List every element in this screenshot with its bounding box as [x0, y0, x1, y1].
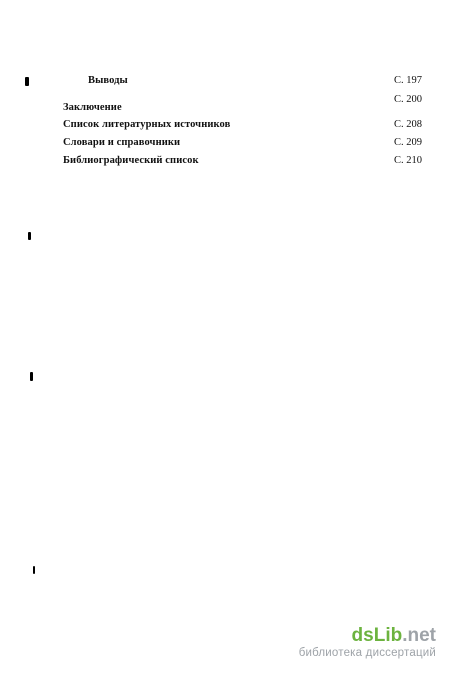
toc-entry-title: Выводы: [88, 75, 128, 86]
toc-entry-title: Список литературных источников: [63, 119, 231, 130]
toc-entry-title: Библиографический список: [63, 155, 199, 166]
toc-entry-page: С. 197: [394, 75, 423, 86]
logo-net: .net: [402, 625, 436, 646]
logo-ds: ds: [351, 625, 374, 646]
toc-entry-page: С. 209: [394, 137, 423, 148]
toc-entry-title: Словари и справочники: [63, 137, 181, 148]
scan-mark: [25, 77, 29, 86]
scan-mark: [33, 566, 35, 574]
table-of-contents: [0, 0, 450, 200]
dslib-watermark: [299, 626, 436, 660]
toc-entry-title: Заключение: [63, 102, 122, 113]
scan-mark: [30, 372, 33, 381]
toc-entry-page: С. 210: [394, 155, 423, 166]
toc-entry-page: С. 208: [394, 119, 423, 130]
dslib-logo: [299, 626, 436, 646]
toc-entry-page: С. 200: [394, 94, 423, 105]
logo-lib: Lib: [373, 625, 403, 646]
scan-mark: [28, 232, 31, 240]
watermark-subtitle: библиотека диссертаций: [298, 647, 436, 659]
